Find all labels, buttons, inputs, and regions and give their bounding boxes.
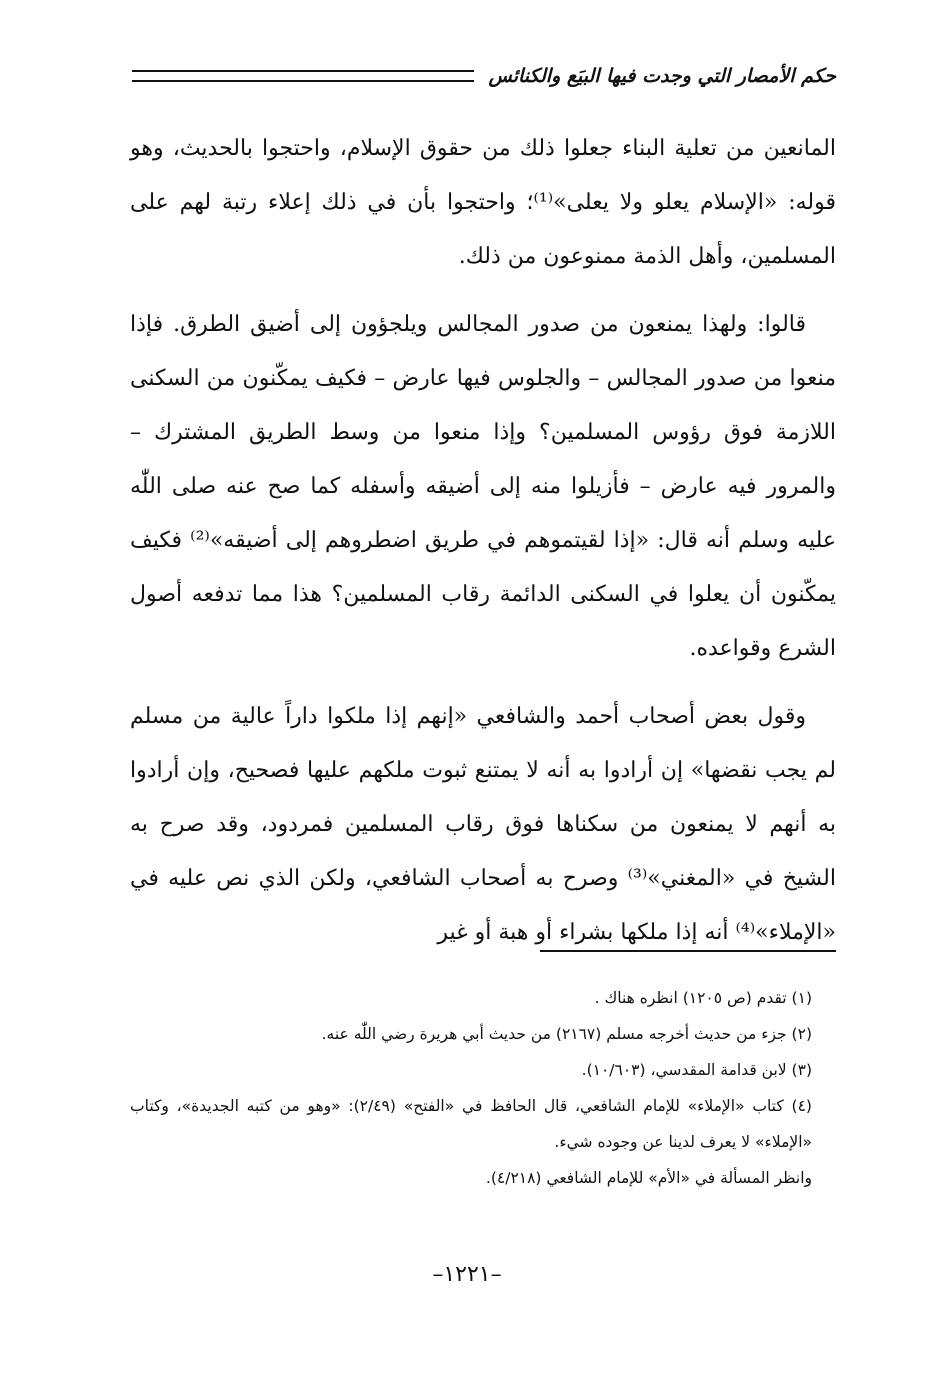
- page-number: –١٢٢١–: [432, 1262, 502, 1287]
- footnote-1: (١) تقدم (ص ١٢٠٥) انظره هناك .: [594, 989, 812, 1007]
- running-header: [132, 58, 836, 94]
- footnote-3: (٣) لابن قدامة المقدسي، (١٠/٦٠٣).: [581, 1061, 812, 1079]
- header-title: حكم الأمصار التي وجدت فيها البيَع والكنائس: [488, 65, 836, 87]
- paragraph-3: وقول بعض أصحاب أحمد والشافعي «إنهم إذا ملكوا داراً عالية من مسلم لم يجب نقضها» إن أرادوا به أنه لا يمتنع ثبوت ملكهم عليها فصحيح، وإن أرادوا به أنهم لا يمنعون من سكناها فوق رقاب المسلمين فمردود، وقد صرح به الشيخ في «المغني»⁽³⁾ وصرح به أصحاب الشافعي، ولكن الذي نص عليه في «الإملاء»⁽⁴⁾ أنه إذا ملكها بشراء أو هبة أو غير: [130, 704, 836, 945]
- paragraph-1: المانعين من تعلية البناء جعلوا ذلك من حقوق الإسلام، واحتجوا بالحديث، وهو قوله: «الإسلام يعلو ولا يعلى»⁽¹⁾؛ واحتجوا بأن في ذلك إعلاء رتبة لهم على المسلمين، وأهل الذمة ممنوعون من ذلك.: [130, 136, 837, 269]
- footnote-4-continued: وانظر المسألة في «الأم» للإمام الشافعي (٤/٢١٨).: [485, 1169, 812, 1187]
- footnote-2: (٢) جزء من حديث أخرجه مسلم (٢١٦٧) من حديث أبي هريرة رضي اللّٰه عنه.: [321, 1025, 812, 1043]
- footnote-separator: [540, 950, 836, 952]
- footnote-4: (٤) كتاب «الإملاء» للإمام الشافعي، قال الحافظ في «الفتح» (٢/٤٩): «وهو من كتبه الجديدة»، وكتاب «الإملاء» لا يعرف لدينا عن وجوده شيء.: [130, 1097, 812, 1151]
- paragraph-2: قالوا: ولهذا يمنعون من صدور المجالس ويلجؤون إلى أضيق الطرق. فإذا منعوا من صدور المجالس – والجلوس فيها عارض – فكيف يمكّنون من السكنى اللازمة فوق رؤوس المسلمين؟ وإذا منعوا من وسط الطريق المشترك – والمرور فيه عارض – فأزيلوا منه إلى أضيقه وأسفله كما صح عنه صلى اللّٰه عليه وسلم أنه قال: «إذا لقيتموهم في طريق اضطروهم إلى أضيقه»⁽²⁾ فكيف يمكّنون أن يعلوا في السكنى الدائمة رقاب المسلمين؟ هذا مما تدفعه أصول الشرع وقواعده.: [130, 312, 837, 661]
- main-text: [130, 122, 836, 974]
- footnotes: [130, 980, 836, 1196]
- header-double-rule: [132, 70, 474, 82]
